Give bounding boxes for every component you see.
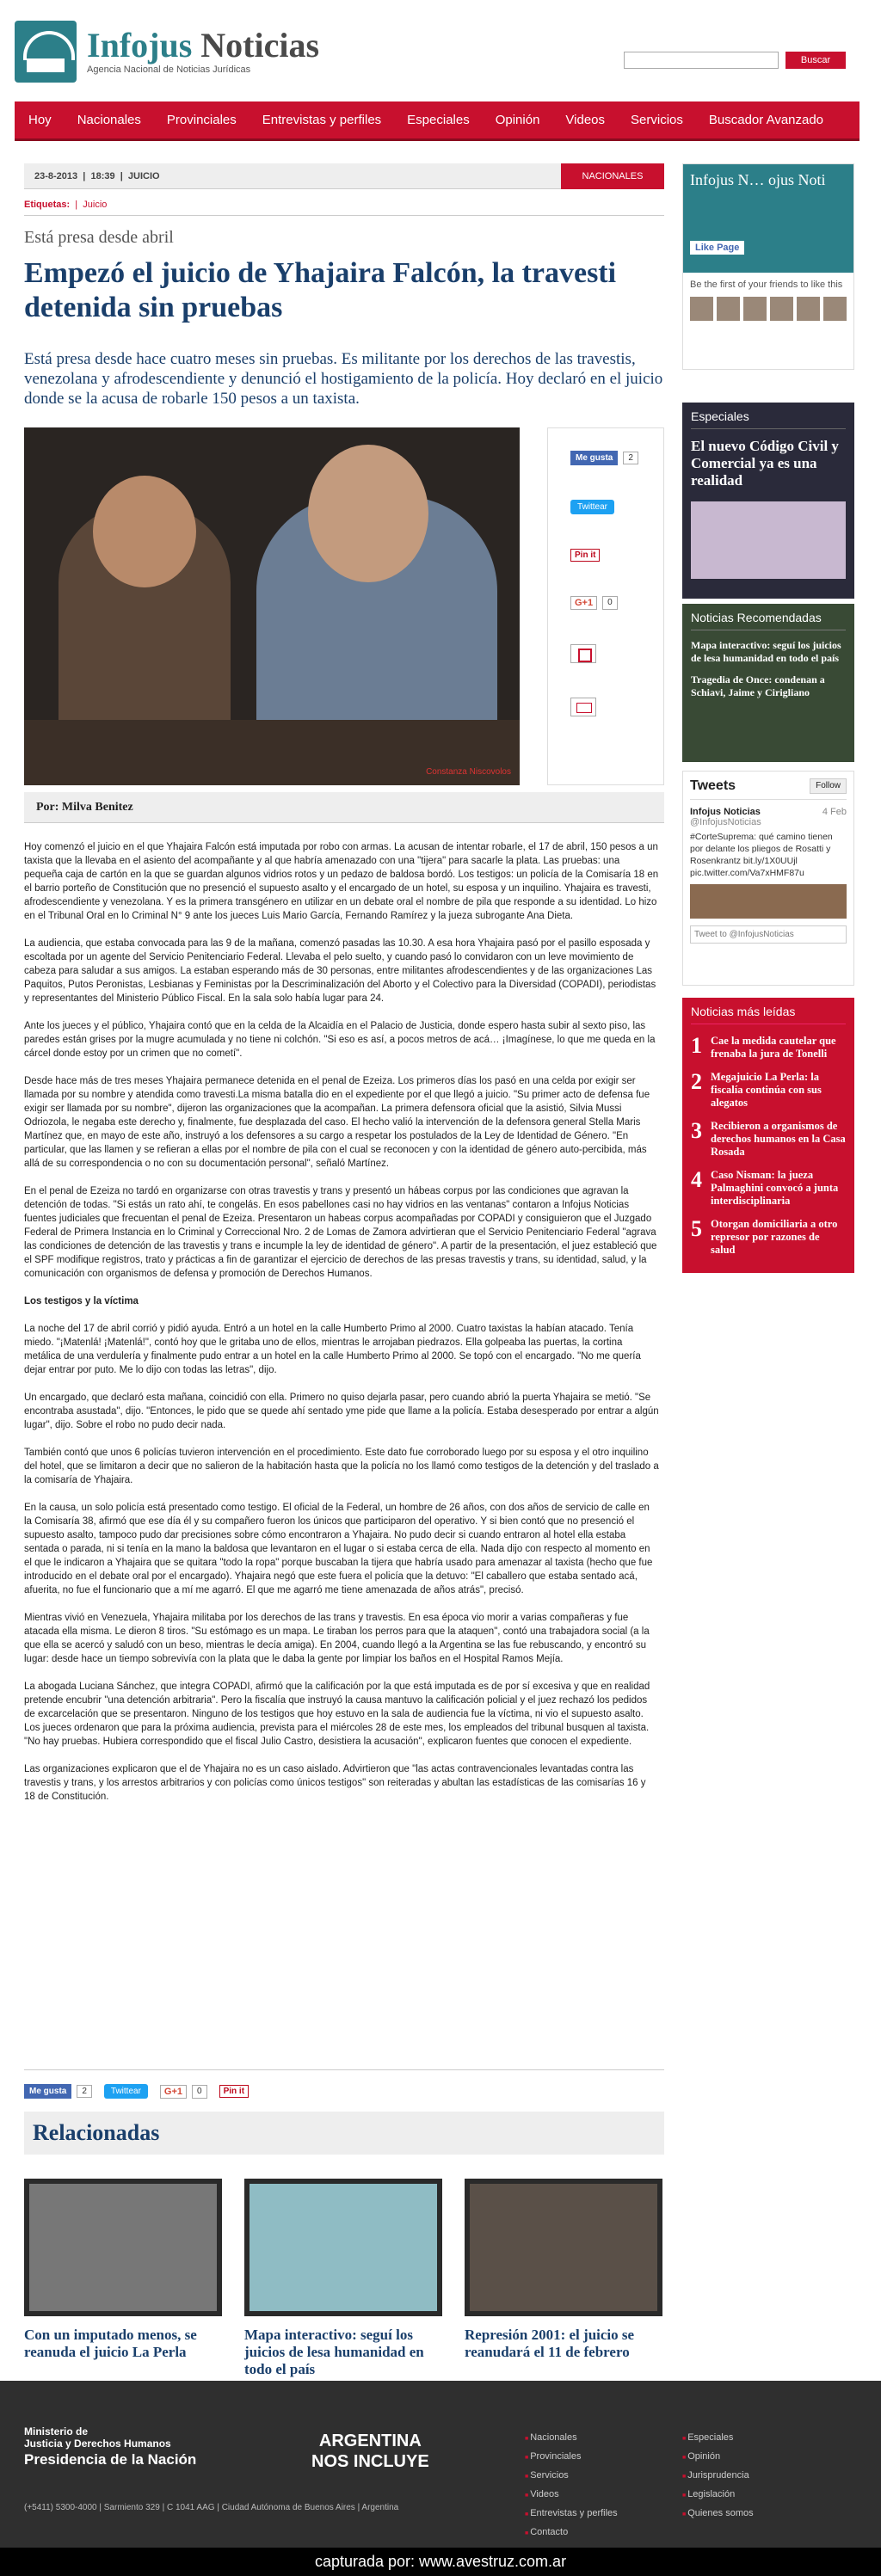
search-bar xyxy=(624,52,846,69)
main-nav xyxy=(15,101,859,141)
argentina-logo: ARGENTINA NOS INCLUYE xyxy=(311,2432,429,2471)
related-item[interactable]: Represión 2001: el juicio se reanudará el 11 de febrero xyxy=(465,2179,662,2378)
gplus-button[interactable]: G+1 0 xyxy=(570,596,663,610)
search-button[interactable]: Buscar xyxy=(786,52,846,69)
nav-videos[interactable]: Videos xyxy=(565,113,606,127)
footer-link[interactable]: ■ Contacto xyxy=(525,2524,618,2542)
bottom-share-bar xyxy=(24,2069,664,2099)
rec-item[interactable]: Tragedia de Once: condenan a Schiavi, Jaime y Cirigliano xyxy=(691,673,825,698)
search-input[interactable] xyxy=(624,52,779,69)
article-date: 23-8-2013 xyxy=(34,171,78,181)
logo-subtitle: Agencia Nacional de Noticias Jurídicas xyxy=(87,65,251,75)
article-subhead: Los testigos y la víctima xyxy=(24,1296,139,1306)
site-footer xyxy=(0,2381,881,2548)
article-media xyxy=(24,427,664,785)
footer-links-2 xyxy=(682,2429,754,2524)
mas-item[interactable]: 5 Otorgan domiciliaria a otro represor por razones de salud xyxy=(691,1216,838,1256)
article-body: Hoy comenzó el juicio en el que Yhajaira Falcón está imputada por robo con armas. La acusan de intentar robarle, el 17 de abril, 150 pesos a un taxista que la llevaba en el asiento del acompañante y al que habría amenazado con una "tijera" para sacarle la plata. Las pruebas: una pequeña caja de cartón en la que se guardan algunos vidrios rotos y un pedazo de baldosa bordó. Los testigos: un policía de la Comisaría 18 en el barrio porteño de Constitución que no presenció el supuesto asalto y el encargado de un hotel, su esposa y un inquilino. Yhajaira es travesti, afrodescendiente y venezolana. Y es la primera transgénero en utilizar en un debate oral el nombre de pila que responde a su identidad. Lo hizo en el Tribunal Oral en lo Criminal N° 9 ante los jueces Luis Mario García, Fernando Ramírez y la jueza subrogante Ana Dieta. La audiencia, que estaba convocada para las 9 de la mañana, comenzó pasadas las 10.30. A esa hora Yhajaira pasó por el pasillo esposada y escoltada por un agente del Servicio Penitenciario Federal. Llevaba el pelo suelto, y cuando pasó lo convidaron con un leve movimiento de cabeza para saludar a sus amigos. La estaban esperando más de 30 personas, entre militantes afrodescendientes y de las organizaciones Las Paquitos, Putos Peronistas, Lesbianas y Feministas por la Descriminalización del Aborto y el Colectivo para la Diversidad (COPADI), periodistas y representantes del Ministerio Público Fiscal. En la sala solo había lugar para 24. Ante los jueces y el público, Yhajaira contó que en la celda de la Alcaidía en el Palacio de Justicia, donde espero hasta subir al sexto piso, las paredes están grises por la mugre acumulada y no tiene ni colchón. "Si eso es así, a pocos metros de acá… ¡Imagínese, lo que me queda en la cárcel donde estoy por un crimen que no cometí". Desde hace más de tres meses Yhajaira permanece detenida en el penal de Ezeiza. Los primeros días los pasó en una celda por exigir ser llamada por su nombre y atendida como travesti.La misma batalla dio en el expediente por el que llegó a juicio. "Su primer acto de defensa fue exigir ser llamada por su nombre", dijeron las organizaciones que la acompañan. La primera defensora oficial que la asistió, Silvia Mussi Odriozola, le negaba este derecho y, finalmente, fue desplazada del caso. El hecho valió la intervención de la defensora general Stella Maris Martínez que, en mayo de este año, instruyó a los defensores a su cargo a respetar los postulados de la Ley de Identidad de Género. "En particular, que las llamen y se refieran a ellas por el nombre de pila con el cual se reconocen y con la identidad de género auto-percibida, más allá de su correspondencia o no con su documentación personal", señaló Martínez. En el penal de Ezeiza no tardó en organizarse con otras travestis y trans y presentó un hábeas corpus por las condiciones que agravan la detención de todas. "Si estás un rato ahí, te congelás. En esos pabellones casi no hay vidrios en las ventanas" contaron a Infojus Noticias fuentes judiciales que frecuentan el penal de Ezeiza. Presentaron un habeas corpus acompañadas por COPADI y consiguieron que el Juzgado Federal de Primera Instancia en lo Criminal y Correccional Nro. 2 de Lomas de Zamora advirtieran que el Servicio Penitenciario Federal "agrava las condiciones de detención de las travestis y trans e incumple la ley de identidad de género". A partir de la presentación, el juez estableció que el SPF modifique registros, trato y prácticas a fin de garantizar el ejercicio de derechos de las presas travestis y trans, su identidad, salud, y la comunicación con organismos de defensa y promoción de Derechos Humanos. Los testigos y la víctima La noche del 17 de abril corrió y pidió ayuda. Entró a un hotel en la calle Humberto Primo al 2000. Cuatro taxistas la habían atacado. Tenía miedo. "¡Matenlá! ¡Matenlá!", contó hoy que le gritaba uno de ellos, mientras le arrojaban piedrazos. Ella golpeaba las puertas, la cortina metálica de una verdulería y finalmente pudo entrar a un hotel en la calle Humberto Primo al 2000. Se topó con el encargado. "No me quería dejar entrar por puto. Me lo dijo con todas las letras", dijo. Un encargado, que declaró esta mañana, coincidió con ella. Primero no quiso dejarla pasar, pero cuando abrió la puerta Yhajaira se metió. "Se encontraba asustada", dijo. "Entonces, le pido que se quede ahí sentado yme pide que llame a la policía. Estaba desesperado por entrar a algún lugar", dijo. Sobre el robo no pudo decir nada. También contó que unos 6 policías tuvieron intervención en el procedimiento. Este dato fue corroborado luego por su esposa y el otro inquilino del hotel, que se limitaron a decir que no salieron de la habitación hasta que la policía no los llamó como testigos de la detención y del traslado a la comisaría de Yhajaira. En la causa, un solo policía está presentado como testigo. El oficial de la Federal, un hombre de 26 años, con dos años de servicio de calle en la Comisaría 38, afirmó que ese día él y su compañero fueron los únicos que participaron del operativo. Y si bien contó que no presenció el supuesto asalto, tampoco pudo dar precisiones sobre cómo encontraron a Yhajaira. No pudo decir si cuando entraron al hotel ella estaba sentada o parada, ni si tenía en la mano la baldosa que levantaron en el lugar o si estaba cerca de ella. Nada dijo con respecto al momento en el que le indicaron a Yhajaira que se quitara "todo la ropa" porque buscaban la tijera que habría usado para amenazar al taxista (hecho que fue introducido en el debate oral por el encargado). Yhajaira negó que este fuera el policía que la detuvo: "El caballero que estaba sentado acá, afuerita, no fue el funcionario que a mí me agarró. El que me agarró me tiene amenazada de años atrás", precisó. Mientras vivió en Venezuela, Yhajaira militaba por los derechos de las trans y travestis. En esa época vio morir a varias compañeras y fue atacada ella misma. Le dieron 8 tiros. "Su estómago es un mapa. Le tiraban los perros para que la ataquen", contó una trabajadora social (a la que ella se acercó y saludó con un beso, mientras le decía amiga). En 2004, cuando llegó a la Argentina se las fue rebuscando, y encontró su lugar: desde hace un tiempo sobrevivía con la plata que le daba la gente por limpiar los baños en el Hospital Ramos Mejía. La abogada Luciana Sánchez, que integra COPADI, afirmó que la calificación por la que está imputada es de por sí excesiva y que en realidad pretende encubrir "una detención arbitraria". Pero la fiscalía que instruyó la causa mantuvo la calificación policial y el juez rechazó los pedidos de excarcelación que se presentaron. Ninguno de los testigos que hoy estuvo en la sala de audiencia fue la víctima, ni vio el supuesto asalto. Los jueces ordenaron que para la próxima audiencia, prevista para el miércoles 28 de este mes, los empleados del tribunal busquen al taxista. "No hay pruebas. Hubiera correspondido que el fiscal Julio Castro, desistiera la acusación", explicaron fuentes que conocen el expediente. Las organizaciones explicaron que el de Yhajaira no es un caso aislado. Advirtieron que "las actas contravencionales levantadas contra las travestis y trans, y los arrestos arbitrarios y con policías como únicos testigos" son reiteradas y abultan las estadísticas de las comisarías 16 y 18 de Constitución. xyxy=(24,842,659,1802)
twitter-follow-button[interactable]: Follow xyxy=(810,778,847,794)
nav-especiales[interactable]: Especiales xyxy=(407,113,470,127)
footer-link[interactable]: ■ Legislación xyxy=(682,2486,754,2505)
section-tag[interactable]: NACIONALES xyxy=(561,163,664,189)
article-photo xyxy=(24,427,520,785)
footer-link[interactable]: ■ Nacionales xyxy=(525,2429,618,2448)
article-section: JUICIO xyxy=(127,171,160,181)
especiales-widget[interactable]: Especiales El nuevo Código Civil y Comercial ya es una realidad xyxy=(682,403,854,599)
twitter-button-bottom[interactable]: Twittear xyxy=(104,2084,148,2099)
pinterest-button[interactable]: Pin it xyxy=(570,549,600,562)
footer-links-1 xyxy=(525,2429,618,2542)
pinterest-button-bottom[interactable]: Pin it xyxy=(219,2085,249,2098)
footer-link[interactable]: ■ Especiales xyxy=(682,2429,754,2448)
mas-item[interactable]: 3 Recibieron a organismos de derechos humanos en la Casa Rosada xyxy=(691,1118,846,1158)
facebook-like-button-bottom[interactable]: Me gusta 2 xyxy=(24,2084,92,2099)
article-meta: 23-8-2013 | 18:39 | JUICIO NACIONALES xyxy=(24,163,664,189)
sidebar xyxy=(682,163,854,1273)
share-panel xyxy=(547,427,664,785)
logo-icon xyxy=(15,21,77,83)
site-header xyxy=(15,0,866,86)
footer-link[interactable]: ■ Opinión xyxy=(682,2448,754,2467)
article-kicker: Está presa desde abril xyxy=(24,228,174,247)
tweet-input[interactable]: Tweet to @InfojusNoticias xyxy=(690,925,847,944)
nav-buscador[interactable]: Buscador Avanzado xyxy=(708,113,824,127)
footer-link[interactable]: ■ Quienes somos xyxy=(682,2505,754,2524)
nav-provinciales[interactable]: Provinciales xyxy=(166,113,237,127)
facebook-widget: Infojus N… ojus Noti Like Page Be the first of your friends to like this xyxy=(682,163,854,370)
twitter-widget: Tweets Follow Infojus Noticias 4 Feb @InfojusNoticias #CorteSuprema: qué camino tienen por delante los pliegos de Rosatti y Rosenkrantz bit.ly/1X0UUjl pic.twitter.com/Va7xHMF87u Tweet to @InfojusNoticias xyxy=(682,771,854,986)
rec-item[interactable]: Mapa interactivo: seguí los juicios de lesa humanidad en todo el país xyxy=(691,639,841,664)
nav-opinion[interactable]: Opinión xyxy=(495,113,540,127)
footer-link[interactable]: ■ Servicios xyxy=(525,2467,618,2486)
footer-link[interactable]: ■ Provinciales xyxy=(525,2448,618,2467)
footer-address: (+5411) 5300-4000 | Sarmiento 329 | C 1041 AAG | Ciudad Autónoma de Buenos Aires | Argentina xyxy=(24,2503,399,2512)
site-logo[interactable] xyxy=(15,21,319,83)
twitter-button[interactable]: Twittear xyxy=(570,500,614,514)
nav-entrevistas[interactable]: Entrevistas y perfiles xyxy=(262,113,382,127)
related-item[interactable]: Mapa interactivo: seguí los juicios de lesa humanidad en todo el país xyxy=(244,2179,442,2378)
email-icon[interactable] xyxy=(570,698,596,716)
mas-item[interactable]: 2 Megajuicio La Perla: la fiscalía continúa con sus alegatos xyxy=(691,1069,822,1109)
article-time: 18:39 xyxy=(90,171,115,181)
tag-link[interactable]: Juicio xyxy=(83,200,108,210)
article-lead: Está presa desde hace cuatro meses sin pruebas. Es militante por los derechos de las travestis, venezolana y afrodescendiente y denunció el hostigamiento de la policía. Hoy declaró en el juicio donde se la acusa de robarle 150 pesos a un taxista. xyxy=(24,350,663,408)
gplus-button-bottom[interactable]: G+1 0 xyxy=(160,2085,207,2099)
related-item[interactable]: Con un imputado menos, se reanuda el juicio La Perla xyxy=(24,2179,222,2378)
related-heading: Relacionadas xyxy=(24,2112,664,2155)
nav-servicios[interactable]: Servicios xyxy=(631,113,683,127)
article-byline: Por: Milva Benitez xyxy=(24,792,664,823)
mas-item[interactable]: 4 Caso Nisman: la jueza Palmaghini convocó a junta interdisciplinaria xyxy=(691,1167,839,1207)
recomendadas-widget: Noticias Recomendadas Mapa interactivo: seguí los juicios de lesa humanidad en todo el país Tragedia de Once: condenan a Schiavi, Jaime y Cirigliano xyxy=(682,604,854,762)
gov-logo: Ministerio de Justicia y Derechos Humanos Presidencia de la Nación (+5411) 5300-4000 | Sarmiento 329 | C 1041 AAG | Ciudad Autónoma de Buenos Aires | Argentina xyxy=(24,2425,437,2512)
logo-name: Infojus Noticias xyxy=(87,26,320,65)
fb-like-page-button[interactable]: Like Page xyxy=(690,241,744,255)
nav-hoy[interactable]: Hoy xyxy=(28,113,52,127)
article-column xyxy=(24,163,664,2377)
page xyxy=(15,0,866,127)
capture-banner: capturada por: www.avestruz.com.ar xyxy=(0,2548,881,2576)
tags-line: Etiquetas: | Juicio xyxy=(24,200,108,210)
facebook-like-button[interactable]: Me gusta 2 xyxy=(570,451,663,465)
related-section xyxy=(24,2112,664,2378)
mas-item[interactable]: 1 Cae la medida cautelar que frenaba la jura de Tonelli xyxy=(691,1033,836,1060)
print-icon[interactable] xyxy=(570,644,596,663)
photo-credit: Constanza Niscovolos xyxy=(426,767,511,777)
footer-link[interactable]: ■ Entrevistas y perfiles xyxy=(525,2505,618,2524)
article-title: Empezó el juicio de Yhajaira Falcón, la travesti detenida sin pruebas xyxy=(24,257,617,323)
mas-leidas-widget: Noticias más leídas 1 Cae la medida cautelar que frenaba la jura de Tonelli 2 Megajuicio La Perla: la fiscalía continúa con sus alegatos 3 Recibieron a organismos de derechos humanos en la Casa Rosada 4 Caso Nisman: la jueza Palmaghini convocó a junta interdisciplinaria 5 Otorgan domiciliaria a otro represor por razones de salud xyxy=(682,998,854,1273)
nav-nacionales[interactable]: Nacionales xyxy=(77,113,141,127)
footer-link[interactable]: ■ Videos xyxy=(525,2486,618,2505)
footer-link[interactable]: ■ Jurisprudencia xyxy=(682,2467,754,2486)
